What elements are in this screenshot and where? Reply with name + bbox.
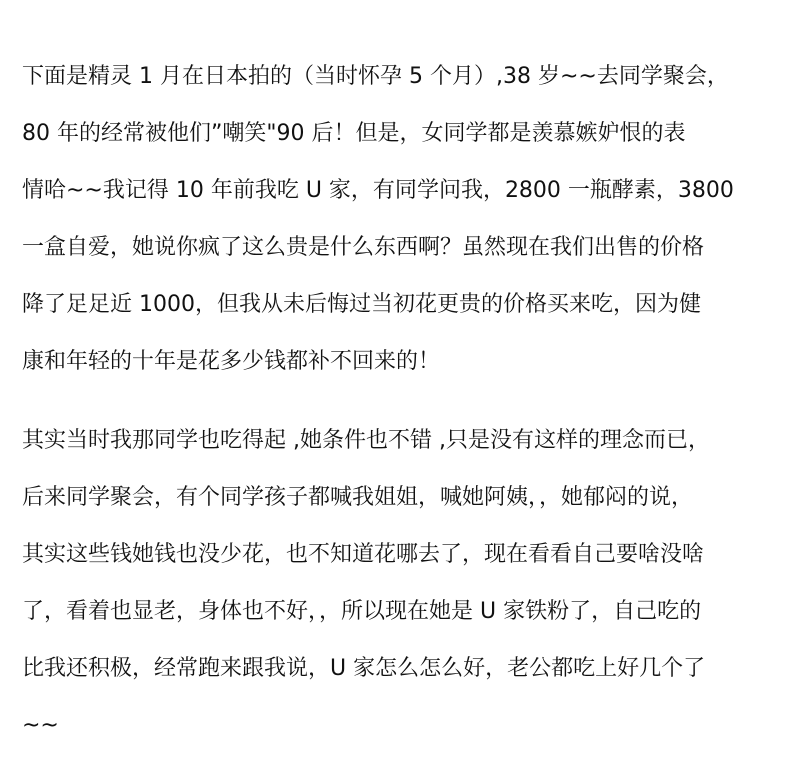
paragraph-1 [22,48,782,390]
text-line: 后来同学聚会，有个同学孩子都喊我姐姐，喊她阿姨，，她郁闷的说， [22,485,694,510]
text-line: 比我还积极，经常跑来跟我说，U 家怎么怎么好，老公都吃上好几个了 [22,656,706,681]
document-body [22,48,782,754]
text-line: 了，看着也显老，身体也不好，，所以现在她是 U 家铁粉了，自己吃的 [22,599,702,624]
text-line: 康和年轻的十年是花多少钱都补不回来的！ [22,349,441,374]
text-line: 一盒自爱，她说你疯了这么贵是什么东西啊？虽然现在我们出售的价格 [22,235,705,260]
paragraph-2 [22,412,782,754]
text-line: 情哈~~我记得 10 年前我吃 U 家，有同学问我，2800 一瓶酵素，3800 [22,178,734,203]
text-line: 降了足足近 1000，但我从未后悔过当初花更贵的价格买来吃，因为健 [22,292,701,317]
text-line: 其实这些钱她钱也没少花，也不知道花哪去了，现在看看自己要啥没啥 [22,542,705,567]
paragraph-gap [22,390,782,412]
text-line: 其实当时我那同学也吃得起 ,她条件也不错 ,只是没有这样的理念而已， [22,428,710,453]
text-line: ~~ [22,713,59,738]
text-line: 80 年的经常被他们”嘲笑"90 后！但是，女同学都是羡慕嫉妒恨的表 [22,121,686,146]
text-line: 下面是精灵 1 月在日本拍的（当时怀孕 5 个月）,38 岁~~去同学聚会， [22,64,729,89]
